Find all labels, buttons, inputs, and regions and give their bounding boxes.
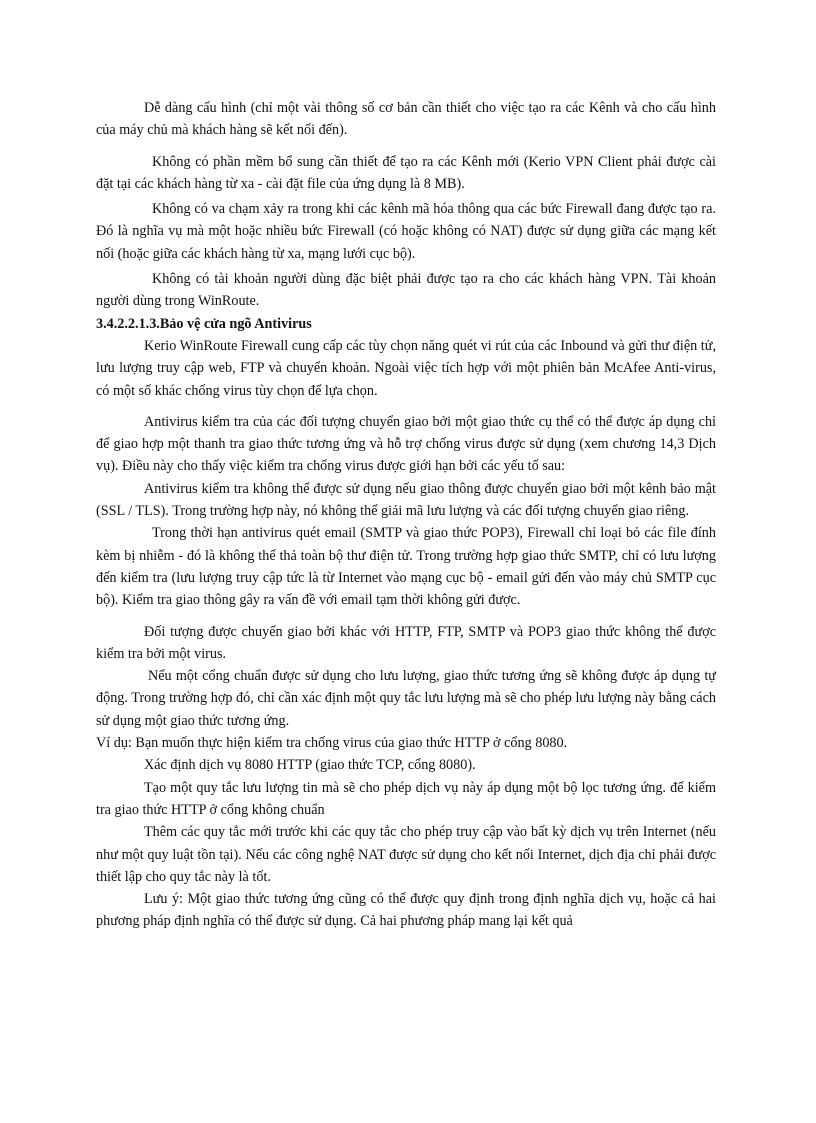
paragraph-no-special-account: Không có tài khoản người dùng đặc biệt phải được tạo ra cho các khách hàng VPN. Tài khoản người dùng trong WinRoute. (96, 271, 716, 310)
paragraph-no-extra-software: Không có phần mềm bổ sung cần thiết để tạo ra các Kênh mới (Kerio VPN Client phải được cài đặt tại các khách hàng từ xa - cài đặt file của ứng dụng là 8 MB). (96, 153, 716, 192)
paragraph-easy-config: Dễ dàng cấu hình (chỉ một vài thông số cơ bản cần thiết cho việc tạo ra các Kênh và cho cấu hình của máy chủ mà khách hàng sẽ kết nối đến). (96, 100, 716, 139)
paragraph-example: Ví dụ: Bạn muốn thực hiện kiểm tra chống virus của giao thức HTTP ở cổng 8080. (96, 735, 568, 752)
paragraph-note: Lưu ý: Một giao thức tương ứng cũng có thể được quy định trong định nghĩa dịch vụ, hoặc cả hai phương pháp định nghĩa có thể được sử dụng. Cả hai phương pháp mang lại kết quả (96, 891, 716, 930)
paragraph-antivirus-email: Trong thời hạn antivirus quét email (SMTP và giao thức POP3), Firewall chỉ loại bỏ các file đính kèm bị nhiễm - đó là không thể thả toàn bộ thư điện tử. Trong trường hợp giao thức SMTP, chỉ có lưu lượng đến kiểm tra (lưu lượng truy cập tức là từ Internet vào mạng cục bộ - email gửi đến vào máy chủ SMTP cục bộ). Kiểm tra giao thông gây ra vấn đề với email tạm thời không gửi được. (96, 525, 716, 609)
paragraph-kerio-options: Kerio WinRoute Firewall cung cấp các tùy chọn năng quét vi rút của các Inbound và gửi thư điện tử, lưu lượng truy cập web, FTP và chuyển khoản. Ngoài việc tích hợp với một phiên bản McAfee Anti-virus, có một số khác chống virus tùy chọn để lựa chọn. (96, 337, 716, 399)
paragraph-no-collision: Không có va chạm xảy ra trong khi các kênh mã hóa thông qua các bức Firewall đang được tạo ra. Đó là nghĩa vụ mà một hoặc nhiều bức Firewall (có hoặc không có NAT) được sử dụng giữa các mạng kết nối (hoặc giữa các khách hàng từ xa, mạng lưới cục bộ). (96, 201, 716, 262)
document-page (96, 97, 716, 933)
paragraph-add-rules: Thêm các quy tắc mới trước khi các quy tắc cho phép truy cập vào bất kỳ dịch vụ trên Internet (nếu như một quy luật tồn tại). Nếu các công nghệ NAT được sử dụng cho kết nối Internet, dịch địa chỉ phải được thiết lập cho quy tắc này là tốt. (96, 824, 716, 885)
paragraph-nonstandard-port: Nếu một cổng chuẩn được sử dụng cho lưu lượng, giao thức tương ứng sẽ không được áp dụng tự động. Trong trường hợp đó, chỉ cần xác định một quy tắc lưu lượng mà sẽ cho phép lưu lượng này bằng cách sử dụng một giao thức tương ứng. (96, 668, 716, 729)
paragraph-other-protocols: Đối tượng được chuyển giao bởi khác với HTTP, FTP, SMTP và POP3 giao thức không thể được kiểm tra bởi một virus. (96, 623, 716, 662)
paragraph-create-rule: Tạo một quy tắc lưu lượng tin mà sẽ cho phép dịch vụ này áp dụng một bộ lọc tương ứng. để kiểm tra giao thức HTTP ở cổng không chuẩn (96, 779, 716, 818)
section-heading-antivirus: 3.4.2.2.1.3.Bảo vệ cửa ngõ Antivirus (96, 315, 312, 332)
paragraph-define-service: Xác định dịch vụ 8080 HTTP (giao thức TCP, cổng 8080). (144, 757, 476, 774)
paragraph-antivirus-ssl: Antivirus kiểm tra không thể được sử dụng nếu giao thông được chuyển giao bởi một kênh bảo mật (SSL / TLS). Trong trường hợp này, nó không thể giải mã lưu lượng và các đối tượng chuyển giao riêng. (96, 480, 716, 520)
paragraph-antivirus-protocol: Antivirus kiểm tra của các đối tượng chuyển giao bởi một giao thức cụ thể có thể được áp dụng chỉ để giao hợp một thanh tra giao thức tương ứng và hỗ trợ chống virus được sử dụng (xem chương 14,3 Dịch vụ). Điều này cho thấy việc kiểm tra chống virus được giới hạn bởi các yếu tố sau: (96, 413, 716, 475)
